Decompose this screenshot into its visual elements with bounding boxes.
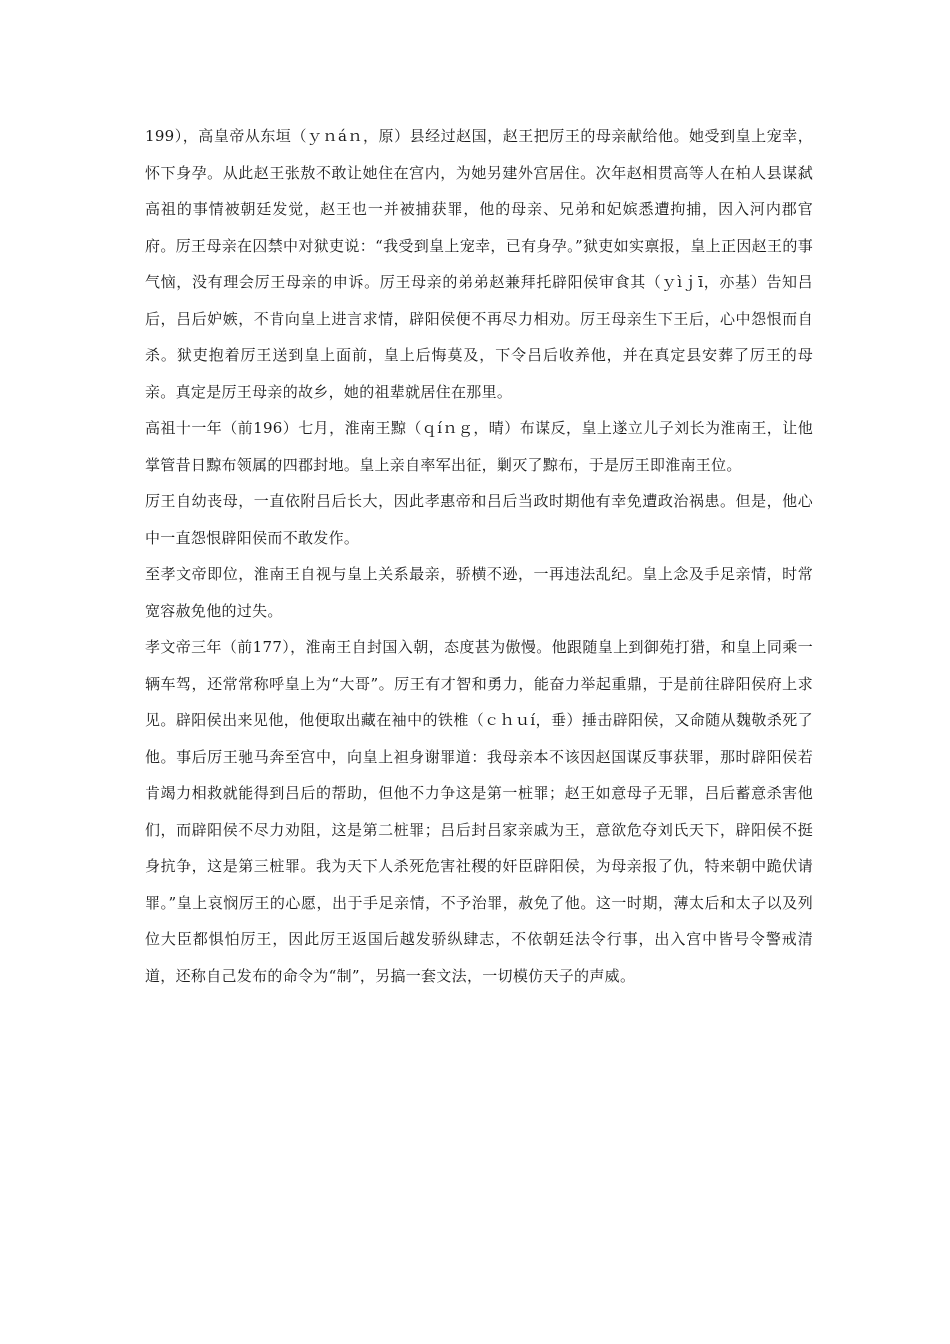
paragraph-5: 孝文帝三年（前177），淮南王自封国入朝，态度甚为傲慢。他跟随皇上到御苑打猎，和皇上同乘一辆车驾，还常常称呼皇上为“大哥”。厉王有才智和勇力，能奋力举起重鼎，于是前往辟阳侯府上求见。辟阳侯出来见他，他便取出藏在袖中的铁椎（ｃｈｕí，垂）捶击辟阳侯，又命随从魏敬杀死了他。事后厉王驰马奔至宫中，向皇上袒身谢罪道：我母亲本不该因赵国谋反事获罪，那时辟阳侯若肯竭力相救就能得到吕后的帮助，但他不力争这是第一桩罪；赵王如意母子无罪，吕后蓄意杀害他们，而辟阳侯不尽力劝阻，这是第二桩罪；吕后封吕家亲戚为王，意欲危夺刘氏天下，辟阳侯不挺身抗争，这是第三桩罪。我为天下人杀死危害社稷的奸臣辟阳侯，为母亲报了仇，特来朝中跪伏请罪。”皇上哀悯厉王的心愿，出于手足亲情，不予治罪，赦免了他。这一时期，薄太后和太子以及列位大臣都惧怕厉王，因此厉王返国后越发骄纵肆志，不依朝廷法令行事，出入宫中皆号令警戒清道，还称自己发布的命令为“制”，另搞一套文法，一切模仿天子的声威。 (145, 638, 813, 985)
document-body (145, 118, 813, 994)
paragraph-2: 高祖十一年（前196）七月，淮南王黥（ｑíｎｇ，晴）布谋反，皇上遂立儿子刘长为淮南王，让他掌管昔日黥布领属的四郡封地。皇上亲自率军出征，剿灭了黥布，于是厉王即淮南王位。 (145, 419, 813, 474)
paragraph-3: 厉王自幼丧母，一直依附吕后长大，因此孝惠帝和吕后当政时期他有幸免遭政治祸患。但是，他心中一直怨恨辟阳侯而不敢发作。 (145, 492, 813, 547)
paragraph-1: 199），高皇帝从东垣（ｙｎáｎ，原）县经过赵国，赵王把厉王的母亲献给他。她受到皇上宠幸，怀下身孕。从此赵王张敖不敢让她住在宫内，为她另建外宫居住。次年赵相贯高等人在柏人县谋弑高祖的事情被朝廷发觉，赵王也一并被捕获罪，他的母亲、兄弟和妃嫔悉遭拘捕，因入河内郡官府。厉王母亲在囚禁中对狱吏说：“我受到皇上宠幸，已有身孕。”狱吏如实禀报，皇上正因赵王的事气恼，没有理会厉王母亲的申诉。厉王母亲的弟弟赵兼拜托辟阳侯审食其（ｙìｊī，亦基）告知吕后，吕后妒嫉，不肯向皇上进言求情，辟阳侯便不再尽力相劝。厉王母亲生下王后，心中怨恨而自杀。狱吏抱着厉王送到皇上面前，皇上后悔莫及，下令吕后收养他，并在真定县安葬了厉王的母亲。真定是厉王母亲的故乡，她的祖辈就居住在那里。 (145, 127, 813, 401)
paragraph-4: 至孝文帝即位，淮南王自视与皇上关系最亲，骄横不逊，一再违法乱纪。皇上念及手足亲情，时常宽容赦免他的过失。 (145, 565, 813, 620)
